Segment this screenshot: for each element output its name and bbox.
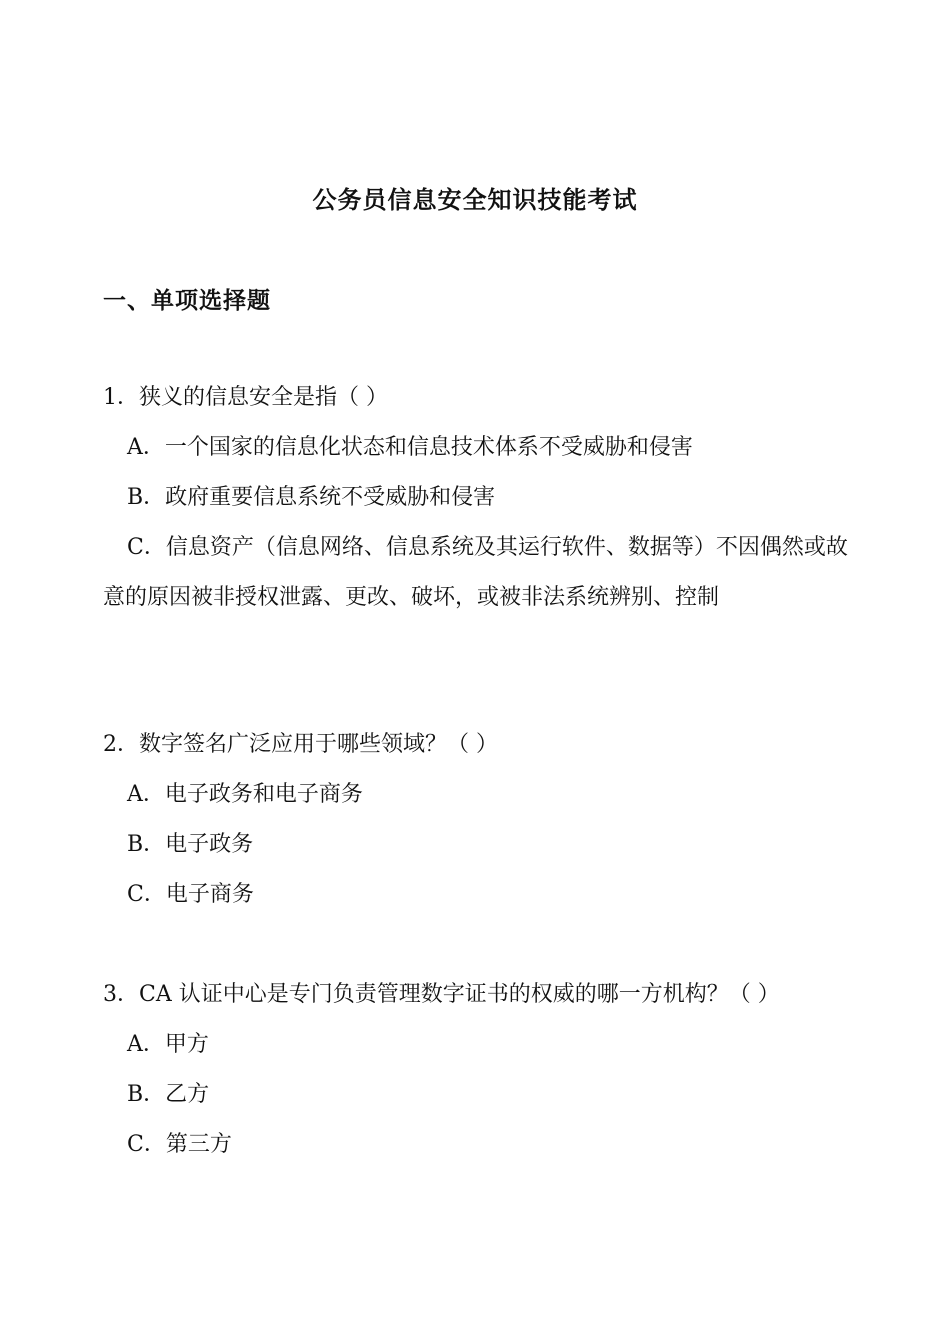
question-stem: 2．数字签名广泛应用于哪些领域？（ ） bbox=[103, 732, 498, 757]
question-2 bbox=[103, 720, 863, 920]
option-b: B．政府重要信息系统不受威胁和侵害 bbox=[127, 485, 496, 510]
question-stem: 3．CA 认证中心是专门负责管理数字证书的权威的哪一方机构？（ ） bbox=[103, 982, 780, 1007]
section-heading: 一、单项选择题 bbox=[103, 288, 271, 314]
question-1 bbox=[103, 373, 863, 623]
option-a: A．甲方 bbox=[127, 1032, 209, 1057]
option-b: B．乙方 bbox=[127, 1082, 210, 1107]
option-a: A．电子政务和电子商务 bbox=[127, 782, 363, 807]
question-stem: 1．狭义的信息安全是指（ ） bbox=[103, 385, 388, 410]
option-c: C．电子商务 bbox=[127, 882, 254, 907]
option-b: B．电子政务 bbox=[127, 832, 254, 857]
option-c: C．第三方 bbox=[127, 1132, 232, 1157]
option-a: A．一个国家的信息化状态和信息技术体系不受威胁和侵害 bbox=[127, 435, 693, 460]
option-c: C．信息资产（信息网络、信息系统及其运行软件、数据等）不因偶然或故意的原因被非授权泄露、更改、破坏，或被非法系统辨别、控制 bbox=[103, 535, 848, 610]
document-title: 公务员信息安全知识技能考试 bbox=[312, 186, 638, 214]
question-3 bbox=[103, 970, 863, 1170]
